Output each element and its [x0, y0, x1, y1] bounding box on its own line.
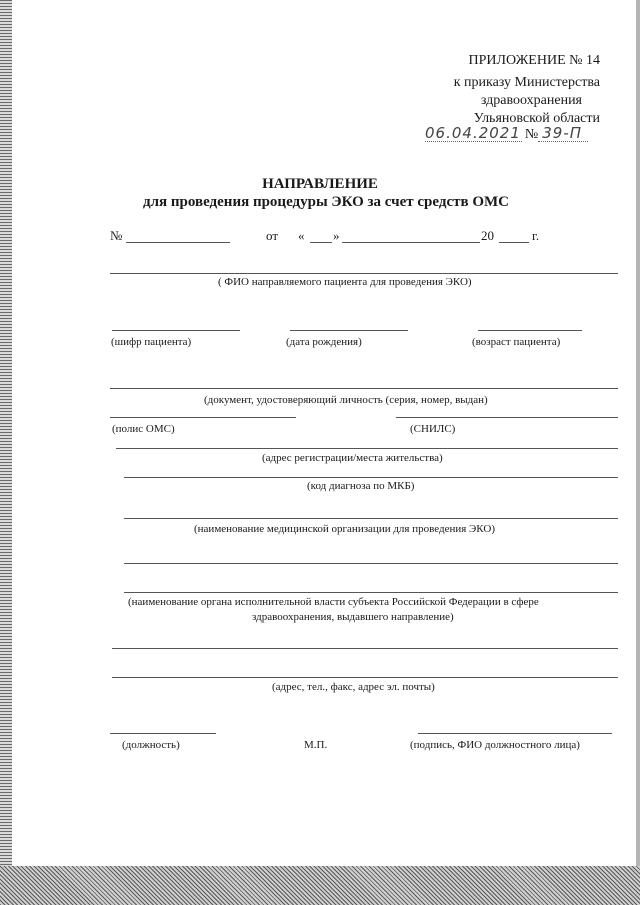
fio-field[interactable] — [110, 273, 618, 274]
date-from-label: от — [266, 228, 279, 243]
day-field[interactable] — [310, 242, 332, 243]
address-label: (адрес регистрации/места жительства) — [262, 452, 443, 464]
identity-document-label: (документ, удостоверяющий личность (серия, номер, выдан) — [204, 394, 488, 406]
signature-label: (подпись, ФИО должностного лица) — [410, 739, 580, 751]
number-underline — [538, 141, 588, 142]
date-underline — [425, 141, 522, 142]
authority-field-line-1[interactable] — [124, 563, 618, 564]
authority-field-line-2[interactable] — [124, 592, 618, 593]
document-subtitle: для проведения процедуры ЭКО за счет средств ОМС — [143, 194, 509, 210]
identity-document-field[interactable] — [110, 388, 618, 389]
patient-code-field[interactable] — [112, 330, 240, 331]
year-prefix: 20 — [481, 228, 494, 243]
patient-age-label: (возраст пациента) — [472, 336, 561, 348]
appendix-line-1: ПРИЛОЖЕНИЕ № 14 — [468, 53, 600, 68]
appendix-line-3: здравоохранения — [480, 93, 582, 108]
contacts-label: (адрес, тел., факс, адрес эл. почты) — [272, 681, 435, 693]
patient-code-label: (шифр пациента) — [111, 336, 192, 348]
contacts-field-line-1[interactable] — [112, 648, 618, 649]
year-field[interactable] — [499, 242, 529, 243]
snils-field[interactable] — [396, 417, 618, 418]
medical-org-label: (наименование медицинской организации для проведения ЭКО) — [194, 523, 495, 535]
number-sign: № — [524, 127, 539, 142]
number-field[interactable] — [126, 242, 230, 243]
authority-label-line-1: (наименование органа исполнительной власти субъекта Российской Федерации в сфере — [128, 596, 539, 608]
quote-open: « — [298, 228, 305, 243]
month-field[interactable] — [342, 242, 480, 243]
birth-date-field[interactable] — [290, 330, 408, 331]
stamp-label: М.П. — [304, 739, 328, 751]
icd-code-label: (код диагноза по МКБ) — [307, 480, 415, 492]
handwritten-number: 39-П — [542, 124, 583, 142]
oms-policy-label: (полис ОМС) — [112, 423, 175, 435]
oms-policy-field[interactable] — [110, 417, 296, 418]
address-field[interactable] — [116, 448, 618, 449]
fio-label: ( ФИО направляемого пациента для проведения ЭКО) — [218, 276, 472, 288]
document-title: НАПРАВЛЕНИЕ — [262, 176, 378, 192]
patient-age-field[interactable] — [478, 330, 582, 331]
contacts-field-line-2[interactable] — [112, 677, 618, 678]
snils-label: (СНИЛС) — [410, 423, 456, 435]
icd-code-field[interactable] — [124, 477, 618, 478]
scan-edge-bottom — [0, 866, 640, 905]
scan-edge-left — [0, 0, 12, 905]
year-suffix: г. — [532, 228, 540, 243]
position-label: (должность) — [122, 739, 180, 751]
birth-date-label: (дата рождения) — [286, 336, 362, 348]
position-field[interactable] — [110, 733, 216, 734]
handwritten-date: 06.04.2021 — [425, 124, 521, 142]
scan-edge-right — [636, 0, 640, 905]
quote-close: » — [333, 228, 340, 243]
appendix-line-2: к приказу Министерства — [453, 75, 600, 90]
signature-field[interactable] — [418, 733, 612, 734]
medical-org-field[interactable] — [124, 518, 618, 519]
authority-label-line-2: здравоохранения, выдавшего направление) — [252, 611, 454, 623]
number-label: № — [110, 228, 123, 243]
appendix-line-4: Ульяновской области — [473, 111, 600, 126]
